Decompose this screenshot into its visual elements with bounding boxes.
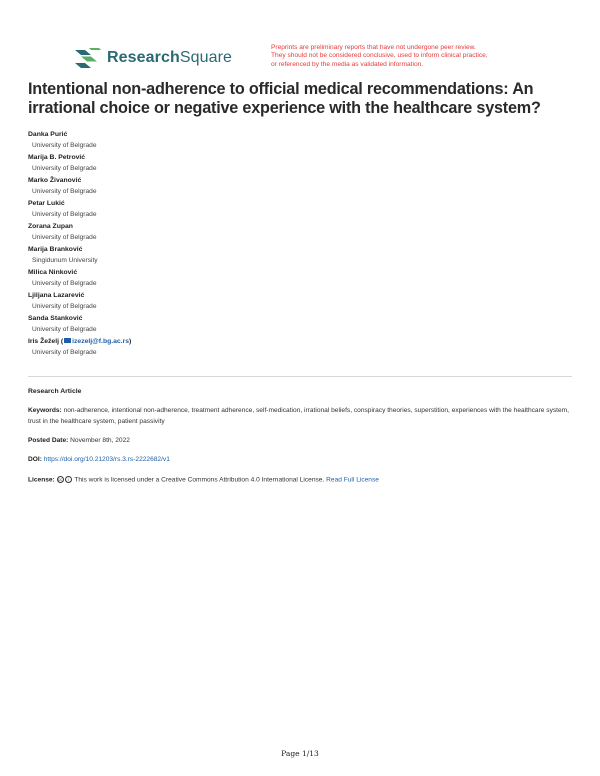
author-name: Zorana Zupan <box>28 223 73 230</box>
author-affiliation: University of Belgrade <box>32 349 97 356</box>
mail-icon <box>64 338 71 343</box>
posted-date-label: Posted Date: <box>28 437 69 444</box>
brand-name-second: Square <box>179 49 233 66</box>
disclaimer-line: Preprints are preliminary reports that have not undergone peer review. <box>271 44 476 51</box>
research-square-logo[interactable] <box>75 48 232 68</box>
author-name: Iris Žeželj <box>28 338 59 345</box>
author-affiliation: University of Belgrade <box>32 280 97 287</box>
read-full-license-link[interactable]: Read Full License <box>326 476 379 484</box>
author-name: Petar Lukić <box>28 200 65 207</box>
author-affiliation: University of Belgrade <box>32 234 97 241</box>
author-name: Danka Purić <box>28 131 68 138</box>
doi-label: DOI: <box>28 456 42 463</box>
page-number: Page 1/13 <box>281 749 319 758</box>
doi-link[interactable]: https://doi.org/10.21203/rs.3.rs-2222682/v1 <box>43 456 170 463</box>
keywords-text: non-adherence, intentional non-adherence, treatment adherence, self-medication, irrational beliefs, conspiracy theories, superstition, experiences with the healthcare system, trust in the healthcare system, patient passivity <box>28 407 569 425</box>
author-affiliation: University of Belgrade <box>32 142 97 149</box>
license-label: License: <box>28 476 55 484</box>
author-affiliation: University of Belgrade <box>32 326 97 333</box>
attribution-icon: i <box>65 476 72 483</box>
preprint-disclaimer <box>271 44 541 69</box>
doi <box>28 456 170 463</box>
brand-name-first: Research <box>107 49 180 66</box>
creative-commons-icon: cc <box>57 477 63 482</box>
author-name: Milica Ninković <box>28 269 78 276</box>
author-affiliation: University of Belgrade <box>32 211 97 218</box>
disclaimer-line: They should not be considered conclusive, used to inform clinical practice, <box>271 52 488 60</box>
author-list <box>28 129 378 359</box>
section-divider <box>28 376 572 377</box>
posted-date <box>28 437 130 444</box>
author-affiliation: University of Belgrade <box>32 303 97 310</box>
author-name: Sanda Stanković <box>28 315 83 322</box>
disclaimer-line: or referenced by the media as validated information. <box>271 60 424 68</box>
paper-title: Intentional non-adherence to official medical recommendations: An irrational choice or negative experience with the healthcare system? <box>28 80 541 117</box>
brand-name <box>107 49 232 67</box>
author-affiliation: University of Belgrade <box>32 165 97 172</box>
author-name: Ljiljana Lazarević <box>28 292 85 299</box>
license-text: This work is licensed under a Creative Commons Attribution 4.0 International License. <box>74 476 325 484</box>
preprint-header <box>0 0 600 80</box>
license <box>28 476 379 483</box>
author-email-link[interactable]: izezelj@f.bg.ac.rs <box>72 338 130 345</box>
author-name: Marija B. Petrović <box>28 154 86 161</box>
author-name: Marija Branković <box>28 246 83 253</box>
article-type: Research Article <box>28 388 82 395</box>
author-affiliation: Singidunum University <box>32 257 98 264</box>
author-name: Marko Živanović <box>28 177 82 184</box>
author-affiliation: University of Belgrade <box>32 188 97 195</box>
keywords <box>28 405 572 427</box>
corresponding-author: Iris Žeželj ( izezelj@f.bg.ac.rs) <box>28 338 132 345</box>
posted-date-value: November 8th, 2022 <box>70 437 130 444</box>
keywords-label: Keywords: <box>28 407 62 414</box>
research-square-logo-icon <box>75 48 101 68</box>
